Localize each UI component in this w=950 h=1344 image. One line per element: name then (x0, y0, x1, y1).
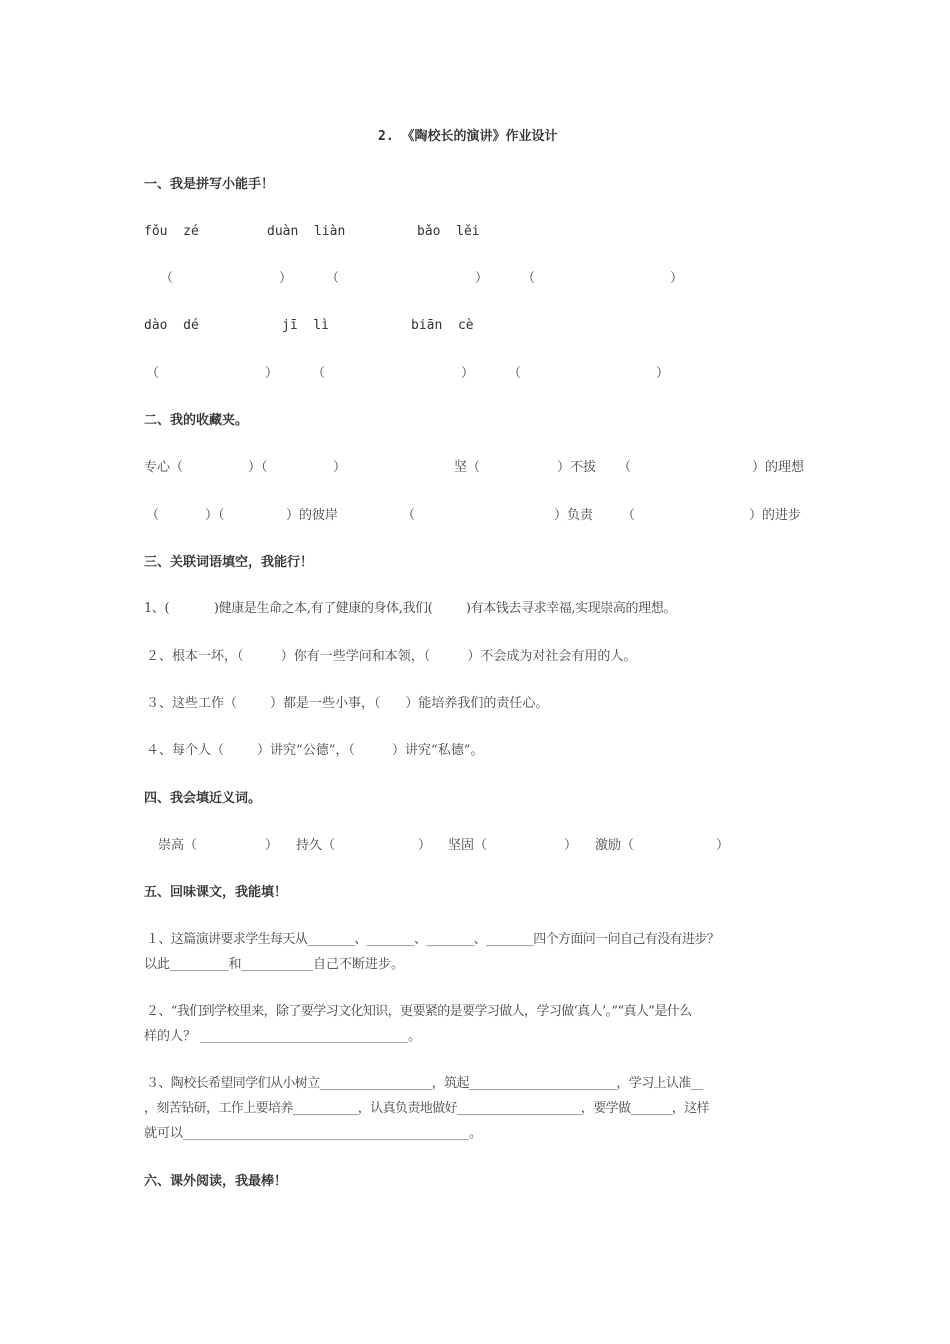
synonym-word: 崇高（ (158, 838, 198, 853)
recall-question-1-line-2: 以此_________和___________自己不断进步。 (144, 957, 405, 972)
section-1-heading: 一、我是拼写小能手！ (144, 177, 275, 192)
conjunction-question-2: ２、根本一坏，（ ）你有一些学问和本领，（ ）不会成为对社会有用的人。 (146, 649, 637, 664)
idiom-fragment: ）（ (248, 460, 268, 475)
conjunction-question-3: ３、这些工作（ ）都是一些小事，（ ）能培养我们的责任心。 (146, 696, 549, 711)
answer-blank-open: （ (312, 366, 326, 381)
section-5-heading: 五、回味课文，我能填！ (144, 885, 288, 900)
synonym-word: 坚固（ (448, 838, 488, 853)
recall-question-2-line-1: ２、“我们到学校里来，除了要学习文化知识，更要紧的是要学习做人，学习做‘真人’。”“真人”是什么 (146, 1004, 692, 1019)
section-3-heading: 三、关联词语填空，我能行！ (144, 555, 314, 570)
recall-question-1-line-1: １、这篇演讲要求学生每天从________、________、________、________四个方面问一问自己有没有进步？ (146, 932, 720, 947)
pinyin-fouze: fǒu zé (144, 224, 199, 239)
idiom-fragment: ）的彼岸 (286, 508, 339, 523)
pinyin-daode: dào dé (144, 318, 199, 333)
pinyin-baolei: bǎo lěi (417, 224, 480, 239)
answer-blank-close: ） (265, 366, 279, 381)
page-title: 2. 《陶校长的演讲》作业设计 (378, 129, 558, 144)
idiom-fragment: ）（ (205, 508, 225, 523)
recall-question-3-line-2: ，刻苦钻研，工作上要培养___________，认真负责地做好_____________________，要学做_______，这样 (144, 1101, 709, 1116)
section-4-heading: 四、我会填近义词。 (144, 791, 262, 806)
recall-question-3-line-1: ３、陶校长希望同学们从小树立___________________，筑起_________________________，学习上认准__ (146, 1076, 703, 1091)
answer-blank-close: ） (461, 366, 475, 381)
idiom-fragment: （ (146, 508, 160, 523)
answer-blank-open: （ (522, 271, 536, 286)
synonym-blank-close: ） (716, 838, 730, 853)
idiom-fragment: ） (333, 460, 347, 475)
answer-blank-close: ） (670, 271, 684, 286)
synonym-word: 持久（ (296, 838, 336, 853)
answer-blank-open: （ (326, 271, 340, 286)
idiom-fragment: ）负责 (554, 508, 594, 523)
pinyin-jili: jī lì (282, 318, 329, 333)
synonym-blank-close: ） (564, 838, 578, 853)
idiom-fragment: （ (402, 508, 416, 523)
pinyin-duanlian: duàn liàn (267, 224, 346, 239)
answer-blank-close: ） (475, 271, 489, 286)
answer-blank-open: （ (508, 366, 522, 381)
recall-question-2-line-2: 样的人？ ________________________________。 (144, 1029, 422, 1044)
idiom-fragment: 专心（ (144, 460, 184, 475)
section-6-heading: 六、课外阅读，我最棒！ (144, 1174, 288, 1189)
idiom-fragment: 坚（ (454, 460, 481, 475)
synonym-word: 激励（ (595, 838, 635, 853)
recall-question-3-line-3: 就可以____________________________________________。 (144, 1126, 483, 1141)
synonym-blank-close: ） (418, 838, 432, 853)
section-2-heading: 二、我的收藏夹。 (144, 413, 249, 428)
idiom-fragment: （ (622, 508, 636, 523)
idiom-fragment: ）的进步 (749, 508, 802, 523)
pinyin-bianace: biān cè (411, 318, 474, 333)
answer-blank-close: ） (279, 271, 293, 286)
idiom-fragment: （ (618, 460, 632, 475)
conjunction-question-4: ４、每个人（ ）讲究“公德”，（ ）讲究“私德”。 (146, 743, 484, 758)
idiom-fragment: ）不拔 (557, 460, 597, 475)
answer-blank-close: ） (656, 366, 670, 381)
synonym-blank-close: ） (265, 838, 279, 853)
answer-blank-open: （ (160, 271, 174, 286)
answer-blank-open: （ (146, 366, 160, 381)
conjunction-question-1: 1、( )健康是生命之本,有了健康的身体,我们( )有本钱去寻求幸福,实现崇高的理想。 (144, 601, 676, 616)
idiom-fragment: ）的理想 (752, 460, 805, 475)
